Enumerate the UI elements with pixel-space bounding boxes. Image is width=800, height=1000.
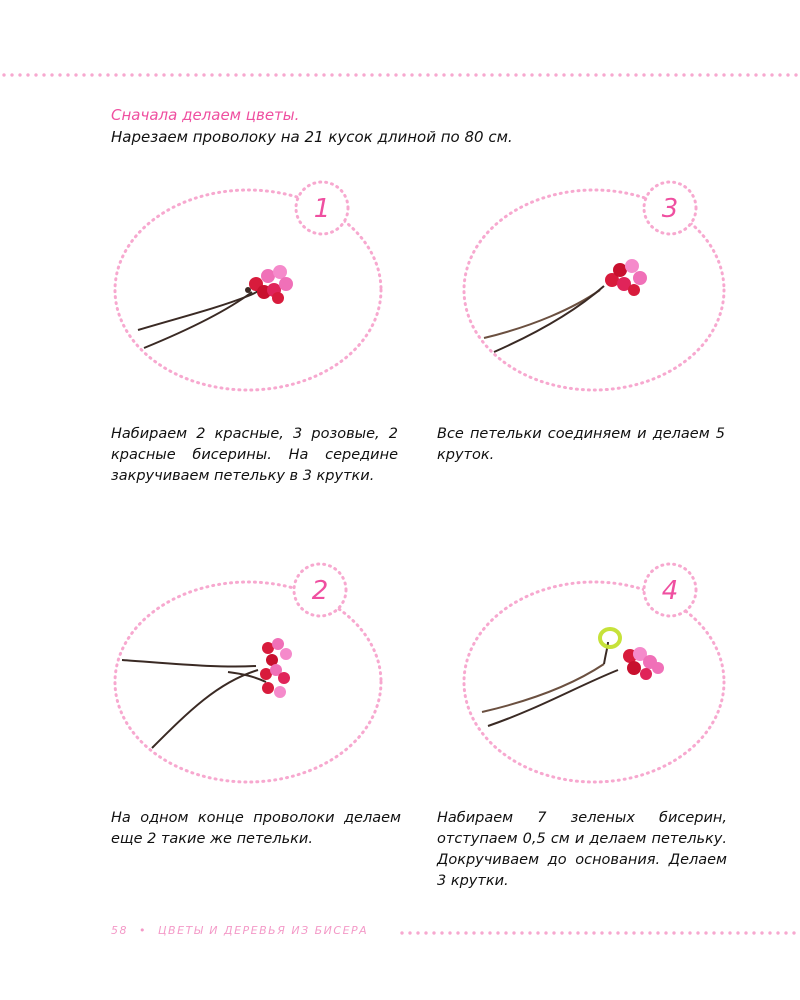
book-title: ЦВЕТЫ И ДЕРЕВЬЯ ИЗ БИСЕРА xyxy=(158,924,369,937)
step-1-figure xyxy=(108,180,398,400)
intro-heading: Сначала делаем цветы. xyxy=(111,106,300,124)
step-3-illustration xyxy=(454,180,744,400)
step-4-figure xyxy=(454,562,744,792)
step-2-number: 2 xyxy=(311,576,329,606)
step-2-figure xyxy=(108,562,398,792)
step-4-illustration xyxy=(454,562,744,792)
step-2-caption: На одном конце проволоки делаем еще 2 такие же петельки. xyxy=(111,810,401,847)
step-2-illustration xyxy=(108,562,398,792)
step-1-number: 1 xyxy=(313,194,331,224)
step-3-caption: Все петельки соединяем и делаем 5 круток. xyxy=(437,426,725,463)
top-dotted-divider xyxy=(0,72,800,78)
page-number: 58 xyxy=(111,924,128,937)
step-4-caption: Набираем 7 зеленых бисерин, отступаем 0,5 см и делаем петельку. Докручиваем до основания. Делаем 3 крутки. xyxy=(437,810,727,889)
step-3-number: 3 xyxy=(661,194,679,224)
step-1-illustration xyxy=(108,180,398,400)
intro-instruction: Нарезаем проволоку на 21 кусок длиной по 80 см. xyxy=(111,128,513,146)
footer-bullet: • xyxy=(139,924,147,937)
step-1-caption: Набираем 2 красные, 3 розовые, 2 красные бисерины. На середине закручиваем петельку в 3 крутки. xyxy=(111,426,398,484)
page-footer xyxy=(111,924,368,937)
step-4-number: 4 xyxy=(661,576,679,606)
intro-text xyxy=(111,104,513,148)
bottom-dotted-divider xyxy=(398,930,800,936)
step-3-figure xyxy=(454,180,744,400)
